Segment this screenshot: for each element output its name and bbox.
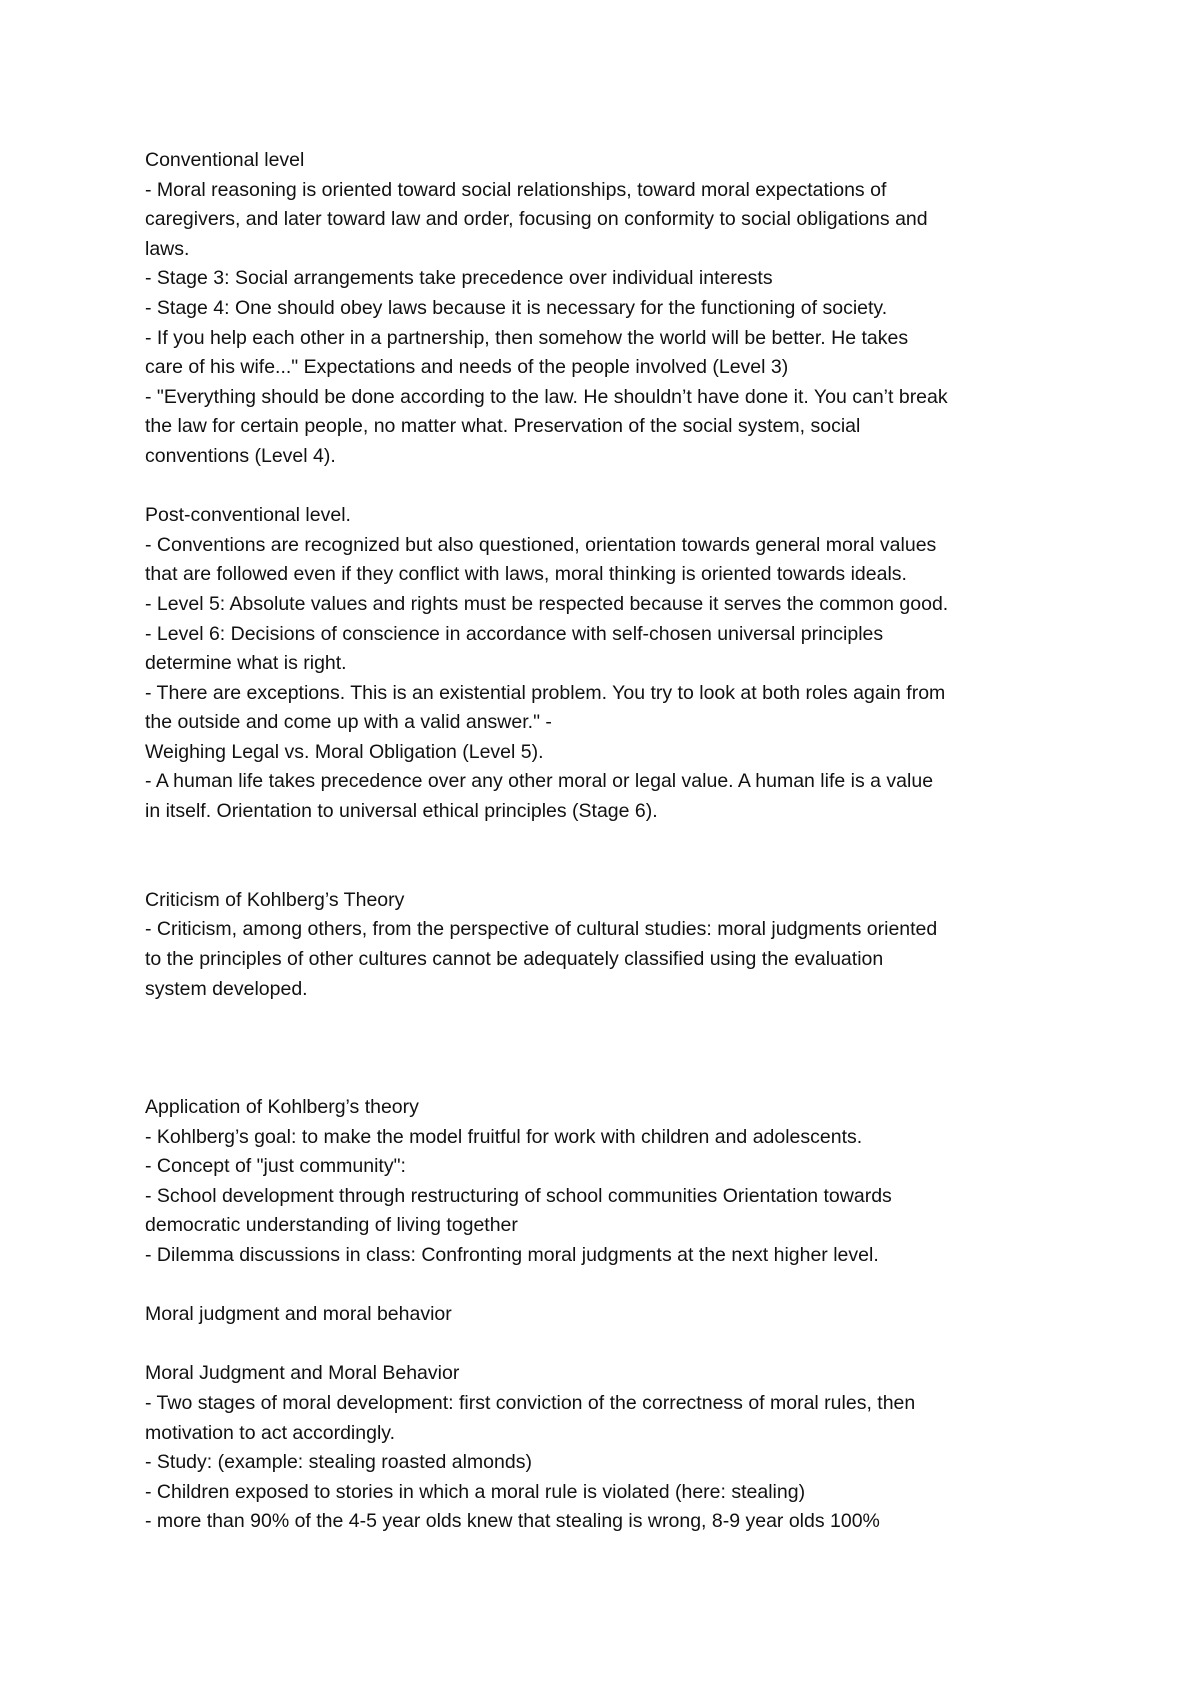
text-line: system developed.: [145, 977, 308, 1000]
text-line: - There are exceptions. This is an existential problem. You try to look at both roles again from: [145, 681, 946, 704]
text-line: - Stage 3: Social arrangements take precedence over individual interests: [145, 267, 773, 290]
text-line: - Moral reasoning is oriented toward social relationships, toward moral expectations of: [145, 178, 887, 201]
section-criticism: [145, 886, 1075, 1004]
section-heading: Post-conventional level.: [145, 504, 351, 527]
text-line: - School development through restructuring of school communities Orientation towards: [145, 1184, 892, 1207]
section-post-conventional-level: [145, 501, 1075, 827]
text-line: - If you help each other in a partnership, then somehow the world will be better. He takes: [145, 326, 909, 349]
section-application: [145, 1093, 1075, 1271]
text-line: caregivers, and later toward law and order, focusing on conformity to social obligations and: [145, 208, 928, 231]
text-line: the law for certain people, no matter what. Preservation of the social system, social: [145, 415, 861, 438]
blank-line: [145, 1330, 1075, 1360]
text-line: - Level 5: Absolute values and rights must be respected because it serves the common good.: [145, 592, 949, 615]
blank-line: [145, 472, 1075, 502]
text-line: - Dilemma discussions in class: Confronting moral judgments at the next higher level.: [145, 1243, 879, 1266]
text-line: motivation to act accordingly.: [145, 1421, 396, 1444]
section-conventional-level: [145, 146, 1075, 472]
text-line: - Criticism, among others, from the perspective of cultural studies: moral judgments oriented: [145, 918, 938, 941]
text-line: laws.: [145, 237, 190, 260]
text-line: - Concept of "just community":: [145, 1155, 406, 1178]
blank-lines: [145, 827, 1075, 886]
text-line: - Two stages of moral development: first conviction of the correctness of moral rules, then: [145, 1391, 916, 1414]
text-line: - Children exposed to stories in which a moral rule is violated (here: stealing): [145, 1480, 806, 1503]
text-line: - Kohlberg’s goal: to make the model fruitful for work with children and adolescents.: [145, 1125, 863, 1148]
blank-line: [145, 1271, 1075, 1301]
section-heading: Conventional level: [145, 149, 305, 171]
section-heading: Application of Kohlberg’s theory: [145, 1096, 419, 1119]
section-heading: Criticism of Kohlberg’s Theory: [145, 888, 405, 911]
text-line: Weighing Legal vs. Moral Obligation (Level 5).: [145, 740, 544, 763]
text-line: - Study: (example: stealing roasted almonds): [145, 1451, 532, 1474]
text-line: to the principles of other cultures cannot be adequately classified using the evaluation: [145, 948, 884, 971]
text-line: - A human life takes precedence over any other moral or legal value. A human life is a value: [145, 770, 934, 793]
text-line: - more than 90% of the 4-5 year olds knew that stealing is wrong, 8-9 year olds 100%: [145, 1510, 880, 1533]
text-line: in itself. Orientation to universal ethical principles (Stage 6).: [145, 800, 658, 823]
text-line: that are followed even if they conflict with laws, moral thinking is oriented towards ideals.: [145, 563, 907, 586]
text-line: conventions (Level 4).: [145, 444, 336, 467]
text-line: - "Everything should be done according to the law. He shouldn’t have done it. You can’t break: [145, 385, 948, 408]
section-moral-judgment-heading: [145, 1300, 1075, 1330]
text-line: determine what is right.: [145, 652, 347, 675]
text-line: democratic understanding of living together: [145, 1214, 518, 1237]
section-moral-judgment-behavior: [145, 1359, 1075, 1537]
text-line: - Stage 4: One should obey laws because it is necessary for the functioning of society.: [145, 296, 888, 319]
document-page: [145, 146, 1075, 1537]
text-line: care of his wife..." Expectations and needs of the people involved (Level 3): [145, 356, 789, 379]
section-heading: Moral Judgment and Moral Behavior: [145, 1362, 460, 1385]
section-heading: Moral judgment and moral behavior: [145, 1303, 452, 1326]
text-line: - Level 6: Decisions of conscience in accordance with self-chosen universal principles: [145, 622, 884, 645]
text-line: - Conventions are recognized but also questioned, orientation towards general moral values: [145, 533, 937, 556]
blank-lines: [145, 1004, 1075, 1093]
text-line: the outside and come up with a valid answer." -: [145, 711, 552, 734]
